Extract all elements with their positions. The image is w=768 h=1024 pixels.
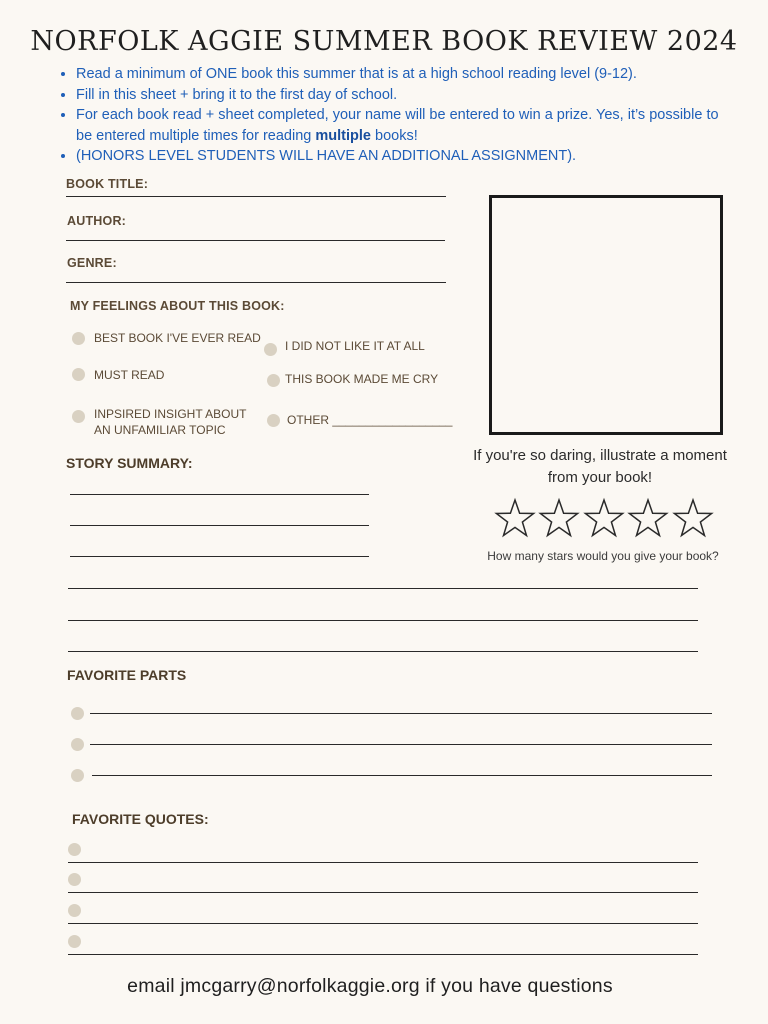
story-summary-heading: STORY SUMMARY: xyxy=(66,455,193,471)
feeling-option: THIS BOOK MADE ME CRY xyxy=(285,372,439,386)
summary-line[interactable] xyxy=(68,620,698,621)
feeling-option: INPSIRED INSIGHT ABOUT AN UNFAMILIAR TOPIC xyxy=(94,407,247,437)
feeling-checkbox[interactable] xyxy=(72,410,85,423)
page-title: NORFOLK AGGIE SUMMER BOOK REVIEW 2024 xyxy=(30,26,738,57)
favorite-part-line[interactable] xyxy=(92,775,712,776)
instruction-emphasis: multiple xyxy=(315,127,371,144)
feeling-checkbox[interactable] xyxy=(267,414,280,427)
instruction-item xyxy=(76,146,736,167)
illustration-prompt: If you're so daring, illustrate a moment from your book! xyxy=(473,447,727,486)
instruction-text: Read a minimum of ONE book this summer that is at a high school reading level (9-12). xyxy=(76,66,637,82)
favorite-quote-bullet xyxy=(68,873,81,886)
summary-line[interactable] xyxy=(68,651,698,652)
favorite-part-line[interactable] xyxy=(90,713,712,714)
star-icon[interactable] xyxy=(538,497,580,539)
favorite-quote-line[interactable] xyxy=(68,954,698,955)
star-icon[interactable] xyxy=(494,497,536,539)
favorite-quote-line[interactable] xyxy=(68,862,698,863)
author-line[interactable] xyxy=(66,240,445,241)
illustration-box[interactable] xyxy=(489,195,723,435)
feeling-checkbox[interactable] xyxy=(72,368,85,381)
favorite-quote-bullet xyxy=(68,904,81,917)
star-icon[interactable] xyxy=(627,497,669,539)
instruction-item xyxy=(76,105,736,146)
favorite-quote-line[interactable] xyxy=(68,923,698,924)
favorite-part-line[interactable] xyxy=(90,744,712,745)
feeling-checkbox[interactable] xyxy=(264,343,277,356)
instruction-item xyxy=(76,85,736,106)
favorite-quotes-heading: FAVORITE QUOTES: xyxy=(72,811,209,827)
favorite-quote-line[interactable] xyxy=(68,892,698,893)
instruction-item xyxy=(76,64,736,85)
feeling-checkbox[interactable] xyxy=(72,332,85,345)
summary-line[interactable] xyxy=(70,556,369,557)
feeling-checkbox[interactable] xyxy=(267,374,280,387)
favorite-part-bullet xyxy=(71,738,84,751)
book-title-label: BOOK TITLE: xyxy=(66,177,149,191)
star-icon[interactable] xyxy=(672,497,714,539)
feeling-option: BEST BOOK I'VE EVER READ xyxy=(94,331,261,345)
book-title-line[interactable] xyxy=(66,196,446,197)
feeling-option: OTHER __________________ xyxy=(287,413,453,427)
summary-line[interactable] xyxy=(70,525,369,526)
genre-label: GENRE: xyxy=(67,256,117,270)
instruction-text: books! xyxy=(375,127,418,144)
instruction-text: (HONORS LEVEL STUDENTS WILL HAVE AN ADDITIONAL ASSIGNMENT). xyxy=(76,148,577,164)
favorite-parts-heading: FAVORITE PARTS xyxy=(67,667,187,683)
favorite-part-bullet xyxy=(71,769,84,782)
instruction-text: Fill in this sheet + bring it to the first day of school. xyxy=(76,86,398,103)
feelings-heading: MY FEELINGS ABOUT THIS BOOK: xyxy=(70,299,285,313)
feeling-option: I DID NOT LIKE IT AT ALL xyxy=(285,339,425,353)
star-rating-question: How many stars would you give your book? xyxy=(487,549,719,563)
favorite-part-bullet xyxy=(71,707,84,720)
instruction-text: For each book read + sheet completed, your name will be entered to win a prize. Yes, it’s possible to be entered multiple times for reading xyxy=(76,107,719,144)
favorite-quote-bullet xyxy=(68,843,81,856)
author-label: AUTHOR: xyxy=(67,214,127,228)
star-icon[interactable] xyxy=(583,497,625,539)
genre-line[interactable] xyxy=(66,282,446,283)
summary-line[interactable] xyxy=(68,588,698,589)
instructions-list xyxy=(58,64,736,167)
favorite-quote-bullet xyxy=(68,935,81,948)
feeling-option: MUST READ xyxy=(94,368,165,382)
summary-line[interactable] xyxy=(70,494,369,495)
contact-email-footer: email jmcgarry@norfolkaggie.org if you have questions xyxy=(127,975,613,997)
